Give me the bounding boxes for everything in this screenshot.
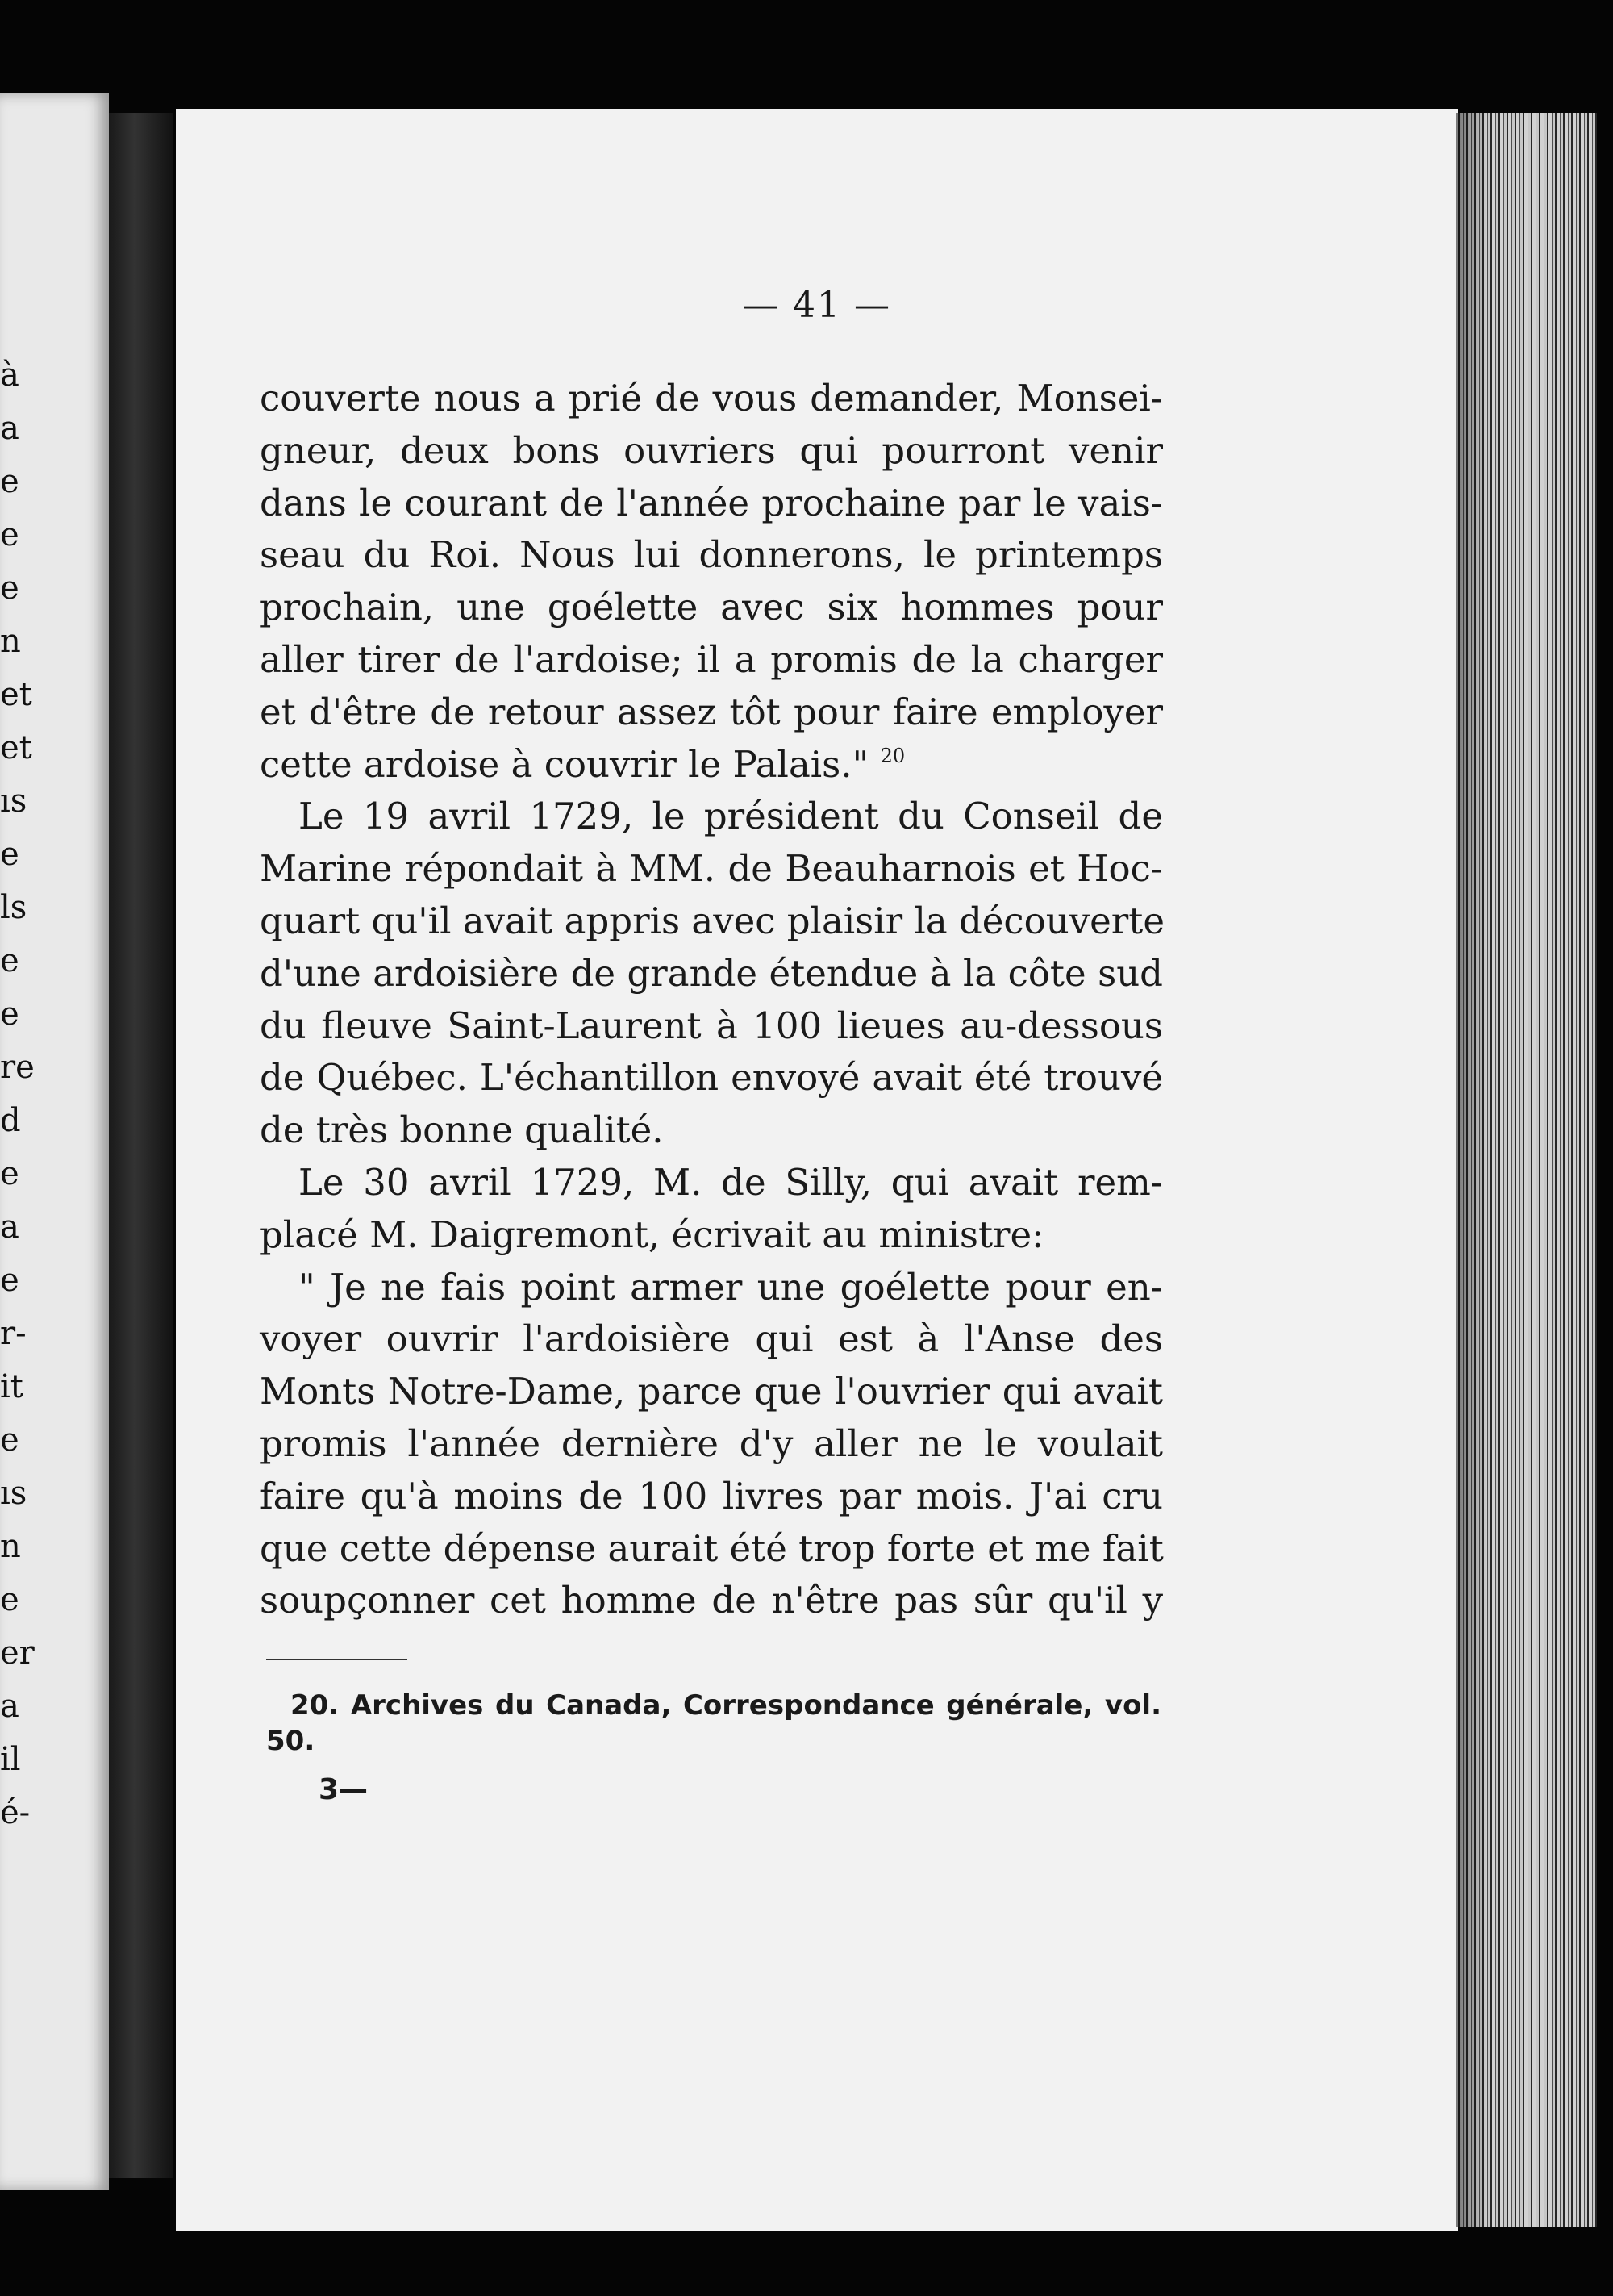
- text-line-content: placé M. Daigremont, écrivait au ministre:: [260, 1213, 1044, 1256]
- text-line-content: aller tirer de l'ardoise; il a promis de la charger: [260, 637, 1163, 681]
- previous-page-fragment: et: [0, 676, 32, 713]
- previous-page-fragment: e: [0, 1421, 19, 1459]
- previous-page-fragment: e: [0, 516, 19, 553]
- text-line: [260, 1104, 1163, 1157]
- previous-page-fragment: il: [0, 1741, 21, 1778]
- text-line: [260, 1471, 1163, 1523]
- previous-page-fragment: à: [0, 357, 19, 394]
- page-stack-shadow: [1456, 113, 1488, 2227]
- text-line-content: faire qu'à moins de 100 livres par mois. J'ai cru: [260, 1474, 1163, 1517]
- text-line: [260, 1052, 1163, 1104]
- text-line: [260, 478, 1163, 530]
- previous-page-fragment: et: [0, 729, 32, 766]
- previous-page-fragment: e: [0, 463, 19, 500]
- previous-page-fragment: a: [0, 1688, 19, 1725]
- text-line: [260, 1000, 1163, 1053]
- footnote-rule: [266, 1659, 407, 1660]
- text-line-content: Monts Notre-Dame, parce que l'ouvrier qui avait: [260, 1370, 1163, 1413]
- footnote: [266, 1688, 1161, 1759]
- text-line-content: du fleuve Saint-Laurent à 100 lieues au-dessous: [260, 1004, 1163, 1047]
- text-line: [260, 634, 1163, 687]
- text-line: [260, 687, 1163, 739]
- book-gutter: [109, 113, 173, 2178]
- text-line-content: que cette dépense aurait été trop forte et me fait: [260, 1526, 1164, 1570]
- previous-page-fragment: a: [0, 1209, 19, 1246]
- previous-page-fragment: re: [0, 1049, 35, 1086]
- text-line-content: gneur, deux bons ouvriers qui pourront venir: [260, 428, 1163, 472]
- previous-page-fragment: e: [0, 1155, 19, 1192]
- footnote-reference[interactable]: 20: [880, 744, 906, 767]
- text-line-content: seau du Roi. Nous lui donnerons, le printemps: [260, 533, 1163, 577]
- previous-page-fragment: e: [0, 836, 19, 873]
- text-line: [260, 791, 1163, 843]
- page-number: — 41 —: [743, 285, 891, 326]
- previous-page-fragment: e: [0, 996, 19, 1033]
- text-line-content: cette ardoise à couvrir le Palais.": [260, 742, 869, 786]
- text-line: [260, 373, 1163, 425]
- previous-page-fragment: d: [0, 1102, 21, 1139]
- previous-page-fragments: [0, 349, 35, 1839]
- text-line: [260, 425, 1163, 478]
- text-line-content: soupçonner cet homme de n'être pas sûr qu'il y: [260, 1579, 1163, 1622]
- previous-page-fragment: e: [0, 942, 19, 979]
- previous-page-fragment: e: [0, 1262, 19, 1299]
- text-line: [260, 1313, 1163, 1366]
- body-text: [260, 373, 1163, 1627]
- text-line: [260, 529, 1163, 582]
- text-line: [260, 1209, 1163, 1262]
- previous-page-fragment: ls: [0, 889, 27, 926]
- previous-page-fragment: it: [0, 1368, 23, 1405]
- text-line-content: " Je ne fais point armer une goélette pour en-: [298, 1265, 1163, 1309]
- previous-page-fragment: n: [0, 1528, 21, 1565]
- text-line: [260, 1523, 1163, 1576]
- text-line-content: et d'être de retour assez tôt pour faire employer: [260, 690, 1163, 733]
- text-line-content: Le 30 avril 1729, M. de Silly, qui avait rem-: [298, 1160, 1163, 1204]
- previous-page-fragment: a: [0, 410, 19, 447]
- text-line-content: quart qu'il avait appris avec plaisir la découverte: [260, 899, 1165, 942]
- footnote-line-2: 50.: [266, 1725, 315, 1757]
- text-line: [260, 843, 1163, 895]
- text-line: [260, 582, 1163, 634]
- text-line-content: promis l'année dernière d'y aller ne le voulait: [260, 1421, 1163, 1465]
- text-line-content: de Québec. L'échantillon envoyé avait été trouvé: [260, 1056, 1163, 1100]
- text-line: [260, 895, 1163, 948]
- text-line-content: prochain, une goélette avec six hommes pour: [260, 586, 1163, 629]
- previous-page-fragment: n: [0, 623, 21, 660]
- text-line: [260, 1575, 1163, 1627]
- previous-page-fragment: é-: [0, 1794, 31, 1831]
- text-line-content: Le 19 avril 1729, le président du Conseil de: [298, 795, 1163, 838]
- previous-page-fragment: er: [0, 1634, 35, 1672]
- previous-page-fragment: r-: [0, 1315, 27, 1352]
- text-line-content: Marine répondait à MM. de Beauharnois et Hoc-: [260, 847, 1163, 891]
- text-line: [260, 1366, 1163, 1418]
- previous-page-fragment: ıs: [0, 783, 27, 820]
- text-line: [260, 739, 1163, 791]
- text-line: [260, 1157, 1163, 1209]
- previous-page-fragment: e: [0, 570, 19, 607]
- text-line-content: voyer ouvrir l'ardoisière qui est à l'Anse des: [260, 1317, 1163, 1361]
- signature-mark: 3—: [319, 1773, 369, 1806]
- previous-page-fragment: ıs: [0, 1475, 27, 1512]
- text-line-content: d'une ardoisière de grande étendue à la côte sud: [260, 951, 1163, 995]
- footnote-line-1: 20. Archives du Canada, Correspondance générale, vol.: [290, 1689, 1161, 1722]
- text-line-content: couverte nous a prié de vous demander, Monsei-: [260, 377, 1163, 420]
- text-line: [260, 1418, 1163, 1471]
- text-line: [260, 1262, 1163, 1314]
- text-line-content: dans le courant de l'année prochaine par le vais-: [260, 481, 1163, 524]
- text-line-content: de très bonne qualité.: [260, 1108, 664, 1152]
- text-line: [260, 948, 1163, 1000]
- previous-page-fragment: e: [0, 1581, 19, 1618]
